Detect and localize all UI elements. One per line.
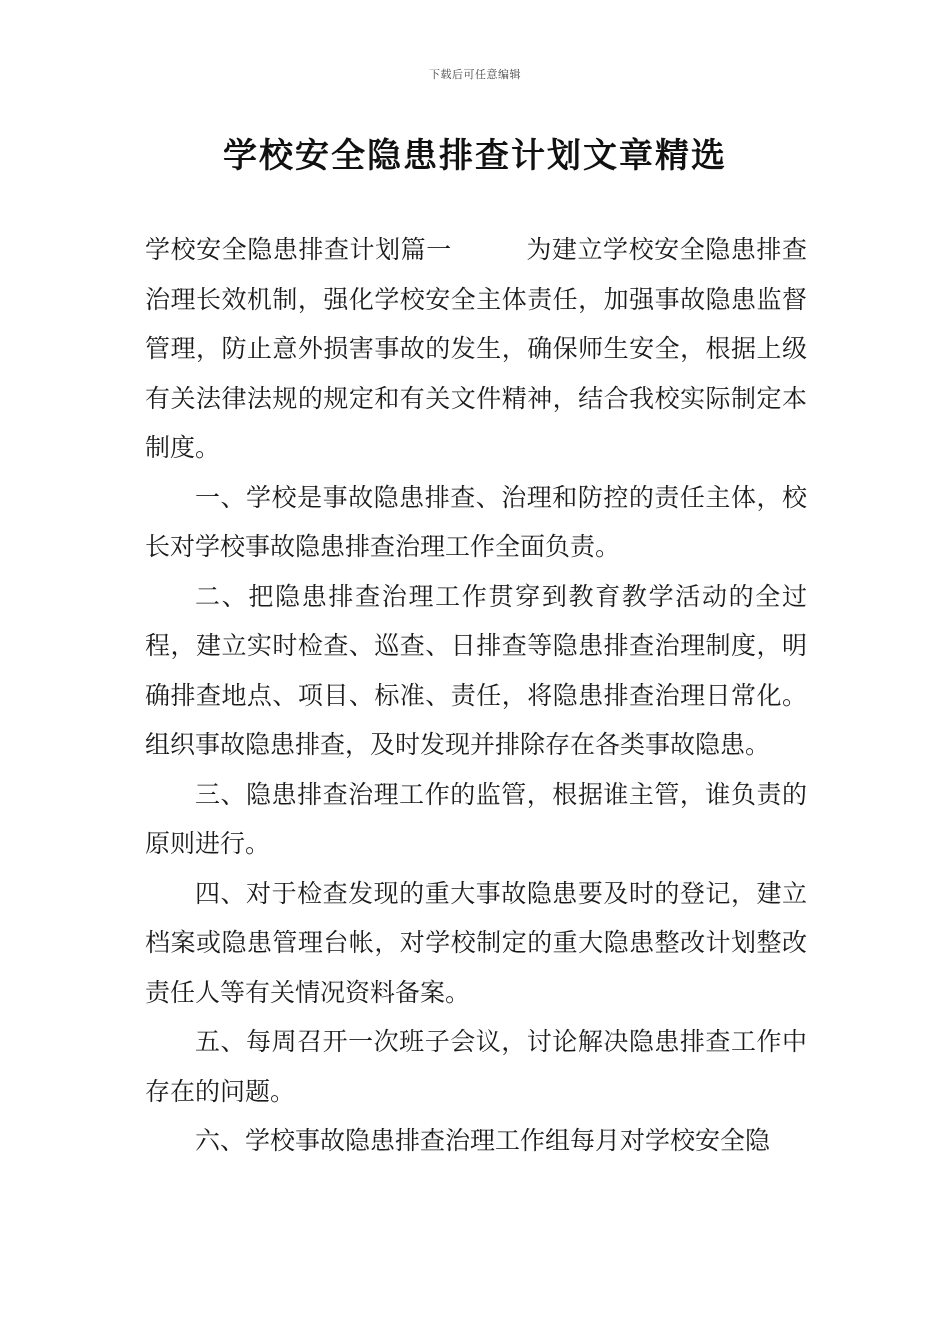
paragraph-1: 一、学校是事故隐患排查、治理和防控的责任主体，校长对学校事故隐患排查治理工作全面负责。 — [145, 482, 807, 561]
paragraph-4: 四、对于检查发现的重大事故隐患要及时的登记，建立档案或隐患管理台帐，对学校制定的重大隐患整改计划整改责任人等有关情况资料备案。 — [145, 878, 807, 1007]
header-note: 下载后可任意编辑 — [429, 68, 521, 81]
paragraph-6: 六、学校事故隐患排查治理工作组每月对学校安全隐 — [195, 1126, 771, 1155]
document-title: 学校安全隐患排查计划文章精选 — [223, 136, 727, 176]
paragraph-3: 三、隐患排查治理工作的监管，根据谁主管，谁负责的原则进行。 — [145, 779, 807, 858]
intro-text: 为建立学校安全隐患排查治理长效机制，强化学校安全主体责任，加强事故隐患监督管理，防止意外损害事故的发生，确保师生安全，根据上级有关法律法规的规定和有关文件精神，结合我校实际制定本制度。 — [145, 235, 807, 462]
paragraph-2: 二、把隐患排查治理工作贯穿到教育教学活动的全过程，建立实时检查、巡查、日排查等隐患排查治理制度，明确排查地点、项目、标准、责任，将隐患排查治理日常化。组织事故隐患排查，及时发现并排除存在各类事故隐患。 — [145, 581, 807, 759]
document-body — [145, 225, 807, 1166]
intro-heading: 学校安全隐患排查计划篇一 — [145, 235, 452, 264]
intro-paragraph — [145, 225, 807, 473]
paragraph-5: 五、每周召开一次班子会议，讨论解决隐患排查工作中存在的问题。 — [145, 1027, 807, 1106]
